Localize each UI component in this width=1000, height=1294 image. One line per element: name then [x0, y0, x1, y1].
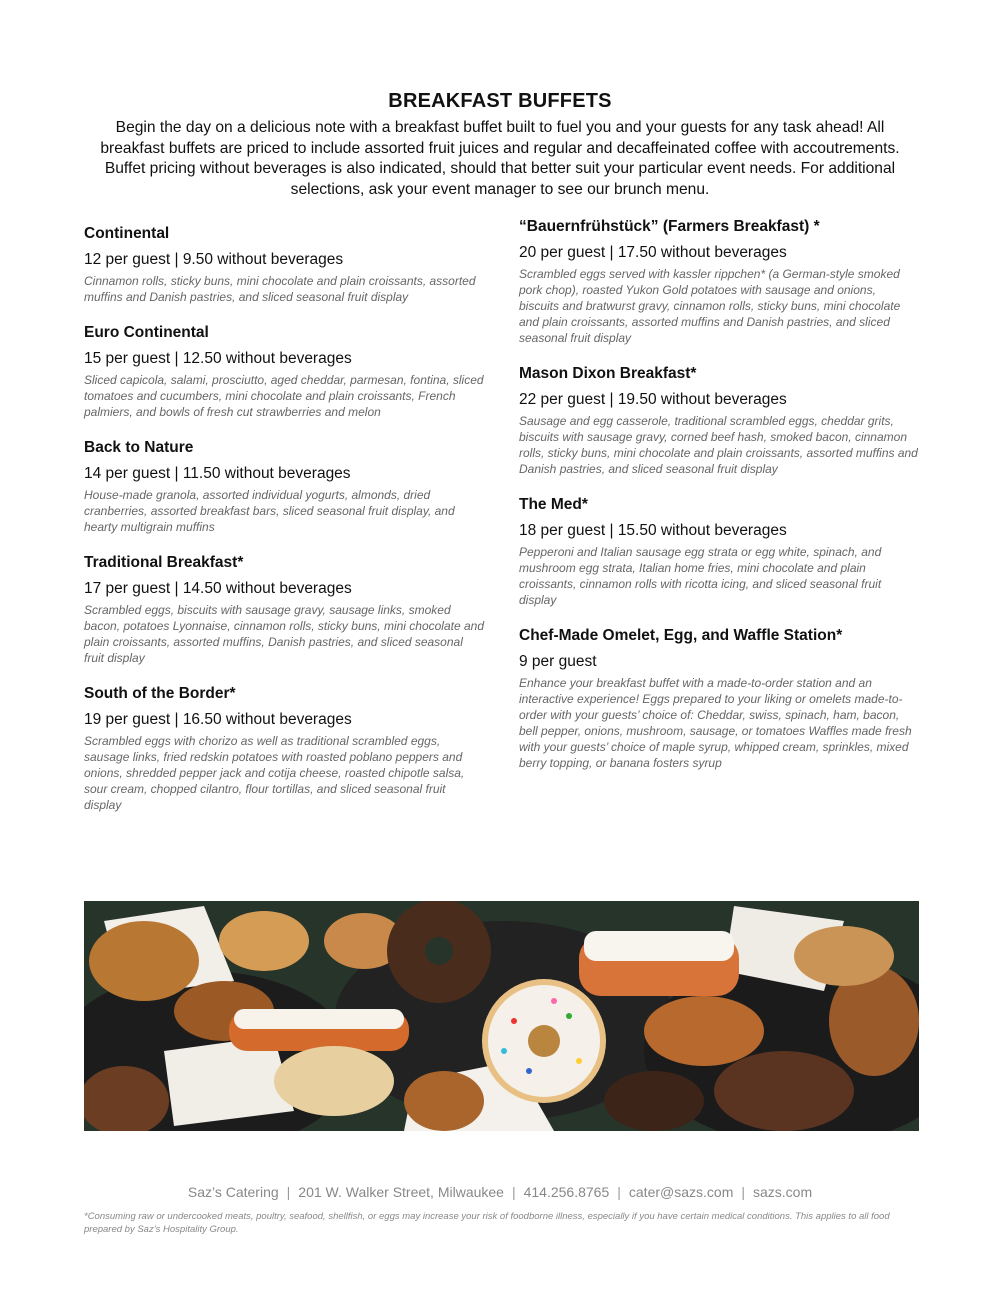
menu-item-price: 18 per guest | 15.50 without beverages: [519, 522, 787, 539]
left-menu-column: [84, 224, 484, 831]
menu-item-back-to-nature: [84, 438, 484, 535]
menu-item-description: Scrambled eggs served with kassler rippchen* (a German-style smoked pork chop), roasted Yukon Gold potatoes with sausage and onions, biscuits and bratwurst gravy, cinnamon rolls, sticky buns, mini chocolate and plain croissants, assorted muffins and Danish pastries, and sliced seasonal fruit display: [519, 267, 901, 345]
separator: |: [741, 1184, 745, 1200]
right-menu-column: [519, 217, 919, 789]
separator: |: [511, 1184, 516, 1200]
menu-item-description: Cinnamon rolls, sticky buns, mini chocolate and plain croissants, assorted muffins and Danish pastries, and sliced seasonal fruit display: [84, 274, 476, 304]
menu-item-continental: [84, 224, 484, 305]
website: sazs.com: [753, 1184, 813, 1200]
menu-item-the-med: [519, 495, 919, 608]
menu-item-name: “Bauernfrühstück” (Farmers Breakfast) *: [519, 218, 820, 235]
menu-item-name: Mason Dixon Breakfast*: [519, 365, 697, 382]
menu-item-price: 22 per guest | 19.50 without beverages: [519, 391, 787, 408]
menu-item-mason-dixon-breakfast: [519, 364, 919, 477]
menu-item-name: Back to Nature: [84, 439, 194, 456]
menu-item-price: 20 per guest | 17.50 without beverages: [519, 244, 787, 261]
menu-item-description: Scrambled eggs with chorizo as well as traditional scrambled eggs, sausage links, fried redskin potatoes with roasted poblano peppers and onions, shredded pepper jack and cotija cheese, roasted chipotle salsa, sour cream, chopped cilantro, flour tortillas, and sliced seasonal fruit display: [84, 734, 465, 812]
separator: |: [286, 1184, 291, 1200]
menu-item-price: 12 per guest | 9.50 without beverages: [84, 251, 344, 268]
menu-item-description: Scrambled eggs, biscuits with sausage gravy, sausage links, smoked bacon, potatoes Lyonnaise, cinnamon rolls, sticky buns, mini chocolate and plain croissants, assorted muffins, Danish pastries, and sliced seasonal fruit display: [84, 603, 485, 665]
footer-contact: [0, 1184, 1000, 1200]
separator: |: [617, 1184, 621, 1200]
menu-item-description: House-made granola, assorted individual yogurts, almonds, dried cranberries, assorted breakfast bars, sliced seasonal fruit display, and hearty multigrain muffins: [84, 488, 455, 534]
menu-item-description: Sliced capicola, salami, prosciutto, aged cheddar, parmesan, fontina, sliced tomatoes and cucumbers, mini chocolate and plain croissants, French palmiers, and bowls of fresh cut strawberries and melon: [84, 373, 484, 419]
address: 201 W. Walker Street, Milwaukee: [298, 1184, 504, 1200]
menu-item-price: 17 per guest | 14.50 without beverages: [84, 580, 352, 597]
menu-item-name: Traditional Breakfast*: [84, 554, 244, 571]
menu-item-omelet-station: [519, 626, 919, 771]
email: cater@sazs.com: [628, 1184, 734, 1200]
menu-item-price: 19 per guest | 16.50 without beverages: [84, 711, 352, 728]
menu-item-name: Euro Continental: [84, 324, 209, 341]
menu-item-name: The Med*: [519, 496, 588, 513]
pastries-photo: [84, 901, 919, 1131]
menu-item-description: Enhance your breakfast buffet with a made-to-order station and an interactive experience! Eggs prepared to your liking or omelets made-to-order with your guests’ choice of: Cheddar, swiss, spinach, ham, bacon, bell pepper, onions, mushroom, sausage, or tomatoes Waffles made fresh with your guests’ choice of maple syrup, whipped cream, sprinkles, mixed berry topping, or banana fosters syrup: [519, 676, 912, 770]
menu-item-name: South of the Border*: [84, 685, 236, 702]
menu-item-farmers-breakfast: [519, 217, 919, 346]
menu-item-traditional-breakfast: [84, 553, 484, 666]
company-name: Saz’s Catering: [187, 1184, 279, 1200]
menu-item-description: Sausage and egg casserole, traditional scrambled eggs, cheddar grits, biscuits with sausage gravy, corned beef hash, smoked bacon, cinnamon rolls, sticky buns, mini chocolate and plain croissants, assorted muffins and Danish pastries, and sliced seasonal fruit display: [519, 414, 918, 476]
menu-item-price: 15 per guest | 12.50 without beverages: [84, 350, 352, 367]
menu-item-price: 9 per guest: [519, 653, 597, 670]
page-title: BREAKFAST BUFFETS: [388, 90, 612, 112]
menu-item-price: 14 per guest | 11.50 without beverages: [84, 465, 351, 482]
phone: 414.256.8765: [523, 1184, 610, 1200]
intro-paragraph: Begin the day on a delicious note with a breakfast buffet built to fuel you and your guests for any task ahead! All breakfast buffets are priced to include assorted fruit juices and regular and decaffeinated coffee with accoutrements. Buffet pricing without beverages is also indicated, should that better suit your particular event needs. For additional selections, ask your event manager to see our brunch menu.: [100, 119, 900, 198]
menu-item-description: Pepperoni and Italian sausage egg strata or egg white, spinach, and mushroom egg strata, Italian home fries, mini chocolate and plain croissants, cinnamon rolls with ricotta icing, and sliced seasonal fruit display: [519, 545, 882, 607]
menu-item-euro-continental: [84, 323, 484, 420]
pastries-illustration: [84, 901, 919, 1131]
food-safety-disclaimer: *Consuming raw or undercooked meats, poultry, seafood, shellfish, or eggs may increase your risk of foodborne illness, especially if you have certain medical conditions. This applies to all food prepared by Saz’s Hospitality Group.: [84, 1211, 890, 1235]
menu-item-south-of-the-border: [84, 684, 484, 813]
menu-item-name: Chef-Made Omelet, Egg, and Waffle Station*: [519, 627, 843, 644]
menu-item-name: Continental: [84, 225, 170, 242]
